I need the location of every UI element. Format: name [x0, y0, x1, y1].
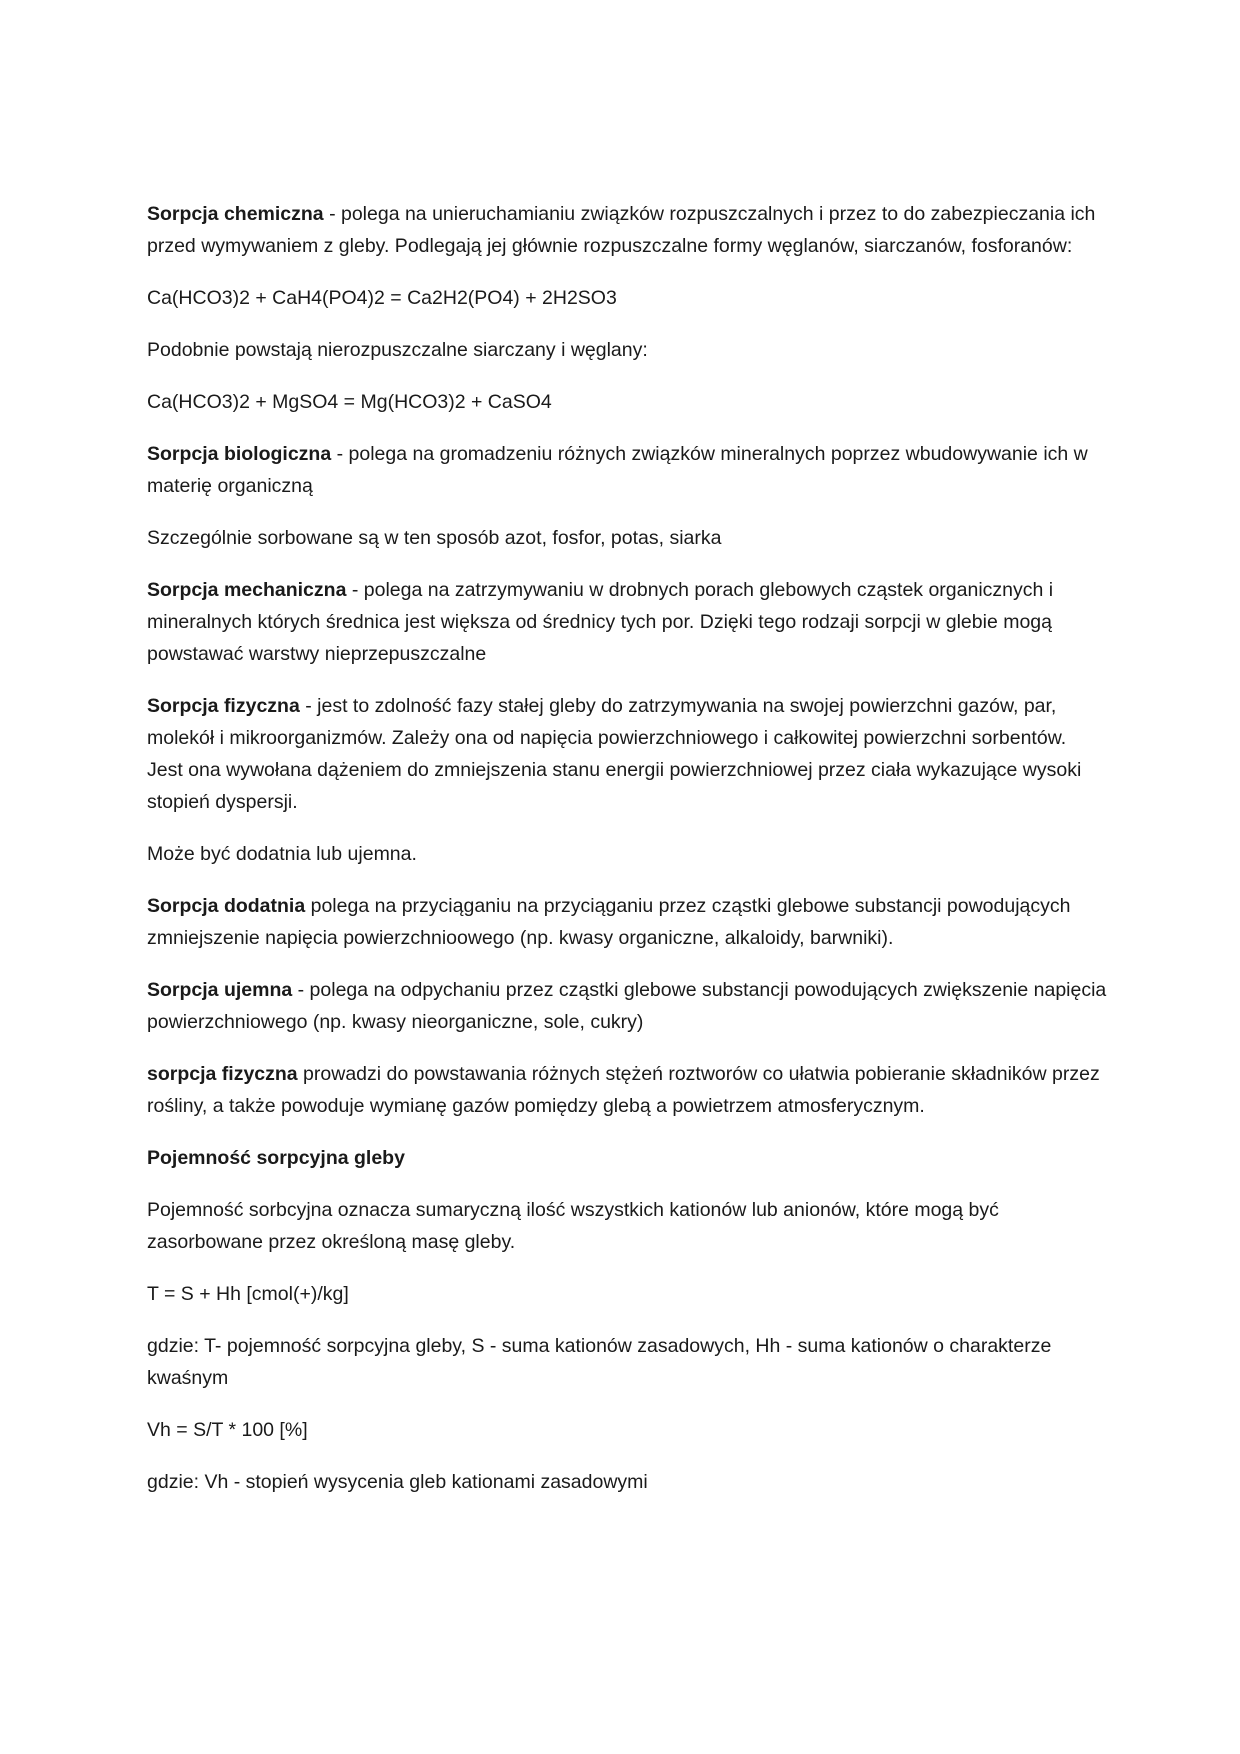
paragraph-sorpcja-fizyczna	[147, 690, 1107, 818]
section-heading: Pojemność sorpcyjna gleby	[147, 1147, 405, 1169]
term: Sorpcja mechaniczna	[147, 579, 347, 601]
term: Sorpcja ujemna	[147, 979, 293, 1001]
paragraph-text: Pojemność sorbcyjna oznacza sumaryczną ilość wszystkich kationów lub anionów, które mogą być zasorbowane przez określoną masę gleby.	[147, 1199, 999, 1253]
paragraph-text: Szczególnie sorbowane są w ten sposób azot, fosfor, potas, siarka	[147, 527, 722, 549]
term: Sorpcja fizyczna	[147, 695, 300, 717]
term: Sorpcja chemiczna	[147, 203, 324, 225]
paragraph-text: - polega na gromadzeniu różnych związków mineralnych poprzez wbudowywanie ich w materię organiczną	[147, 443, 1088, 497]
paragraph-text: - polega na zatrzymywaniu w drobnych porach glebowych cząstek organicznych i mineralnych których średnica jest większa od średnicy tych por. Dzięki tego rodzaji sorpcji w glebie mogą powstawać warstwy nieprzepuszczalne	[147, 579, 1054, 665]
paragraph-text: gdzie: T- pojemność sorpcyjna gleby, S - suma kationów zasadowych, Hh - suma kationów o charakterze kwaśnym	[147, 1335, 1052, 1389]
paragraph-text: Vh = S/T * 100 [%]	[147, 1419, 308, 1441]
paragraph	[147, 838, 1107, 870]
paragraph-text: Ca(HCO3)2 + CaH4(PO4)2 = Ca2H2(PO4) + 2H2SO3	[147, 287, 617, 309]
paragraph-sorpcja-mechaniczna	[147, 574, 1107, 670]
equation-2	[147, 386, 1107, 418]
paragraph-sorpcja-biologiczna	[147, 438, 1107, 502]
formula-t	[147, 1278, 1107, 1310]
paragraph-text: prowadzi do powstawania różnych stężeń roztworów co ułatwia pobieranie składników przez rośliny, a także powoduje wymianę gazów pomiędzy glebą a powietrzem atmosferycznym.	[147, 1063, 1100, 1117]
paragraph-text: Podobnie powstają nierozpuszczalne siarczany i węglany:	[147, 339, 648, 361]
paragraph-sorpcja-ujemna	[147, 974, 1107, 1038]
formula-vh	[147, 1414, 1107, 1446]
document-body	[147, 198, 1107, 1518]
paragraph-sorpcja-chemiczna	[147, 198, 1107, 262]
paragraph-text: - polega na odpychaniu przez cząstki glebowe substancji powodujących zwiększenie napięcia powierzchniowego (np. kwasy nieorganiczne, sole, cukry)	[147, 979, 1107, 1033]
paragraph	[147, 1466, 1107, 1498]
paragraph-sorpcja-fizyczna-2	[147, 1058, 1107, 1122]
paragraph-text: polega na przyciąganiu na przyciąganiu przez cząstki glebowe substancji powodujących zmniejszenie napięcia powierzchnioowego (np. kwasy organiczne, alkaloidy, barwniki).	[147, 895, 1071, 949]
term: Sorpcja dodatnia	[147, 895, 306, 917]
paragraph-text: - jest to zdolność fazy stałej gleby do zatrzymywania na swojej powierzchni gazów, par, molekół i mikroorganizmów. Zależy ona od napięcia powierzchniowego i całkowitej powierzchni sorbentów. Jest ona wywołana dążeniem do zmniejszenia stanu energii powierzchniowej przez ciała wykazujące wysoki stopień dyspersji.	[147, 695, 1082, 813]
term: Sorpcja biologiczna	[147, 443, 332, 465]
paragraph	[147, 1330, 1107, 1394]
paragraph-sorpcja-dodatnia	[147, 890, 1107, 954]
paragraph	[147, 522, 1107, 554]
paragraph-text: gdzie: Vh - stopień wysycenia gleb kationami zasadowymi	[147, 1471, 648, 1493]
paragraph	[147, 334, 1107, 366]
term: sorpcja fizyczna	[147, 1063, 298, 1085]
paragraph-text: T = S + Hh [cmol(+)/kg]	[147, 1283, 349, 1305]
paragraph-text: Ca(HCO3)2 + MgSO4 = Mg(HCO3)2 + CaSO4	[147, 391, 552, 413]
paragraph-text: Może być dodatnia lub ujemna.	[147, 843, 417, 865]
equation-1	[147, 282, 1107, 314]
paragraph	[147, 1194, 1107, 1258]
paragraph-text: - polega na unieruchamianiu związków rozpuszczalnych i przez to do zabezpieczania ich przed wymywaniem z gleby. Podlegają jej głównie rozpuszczalne formy węglanów, siarczanów, fosforanów:	[147, 203, 1096, 257]
